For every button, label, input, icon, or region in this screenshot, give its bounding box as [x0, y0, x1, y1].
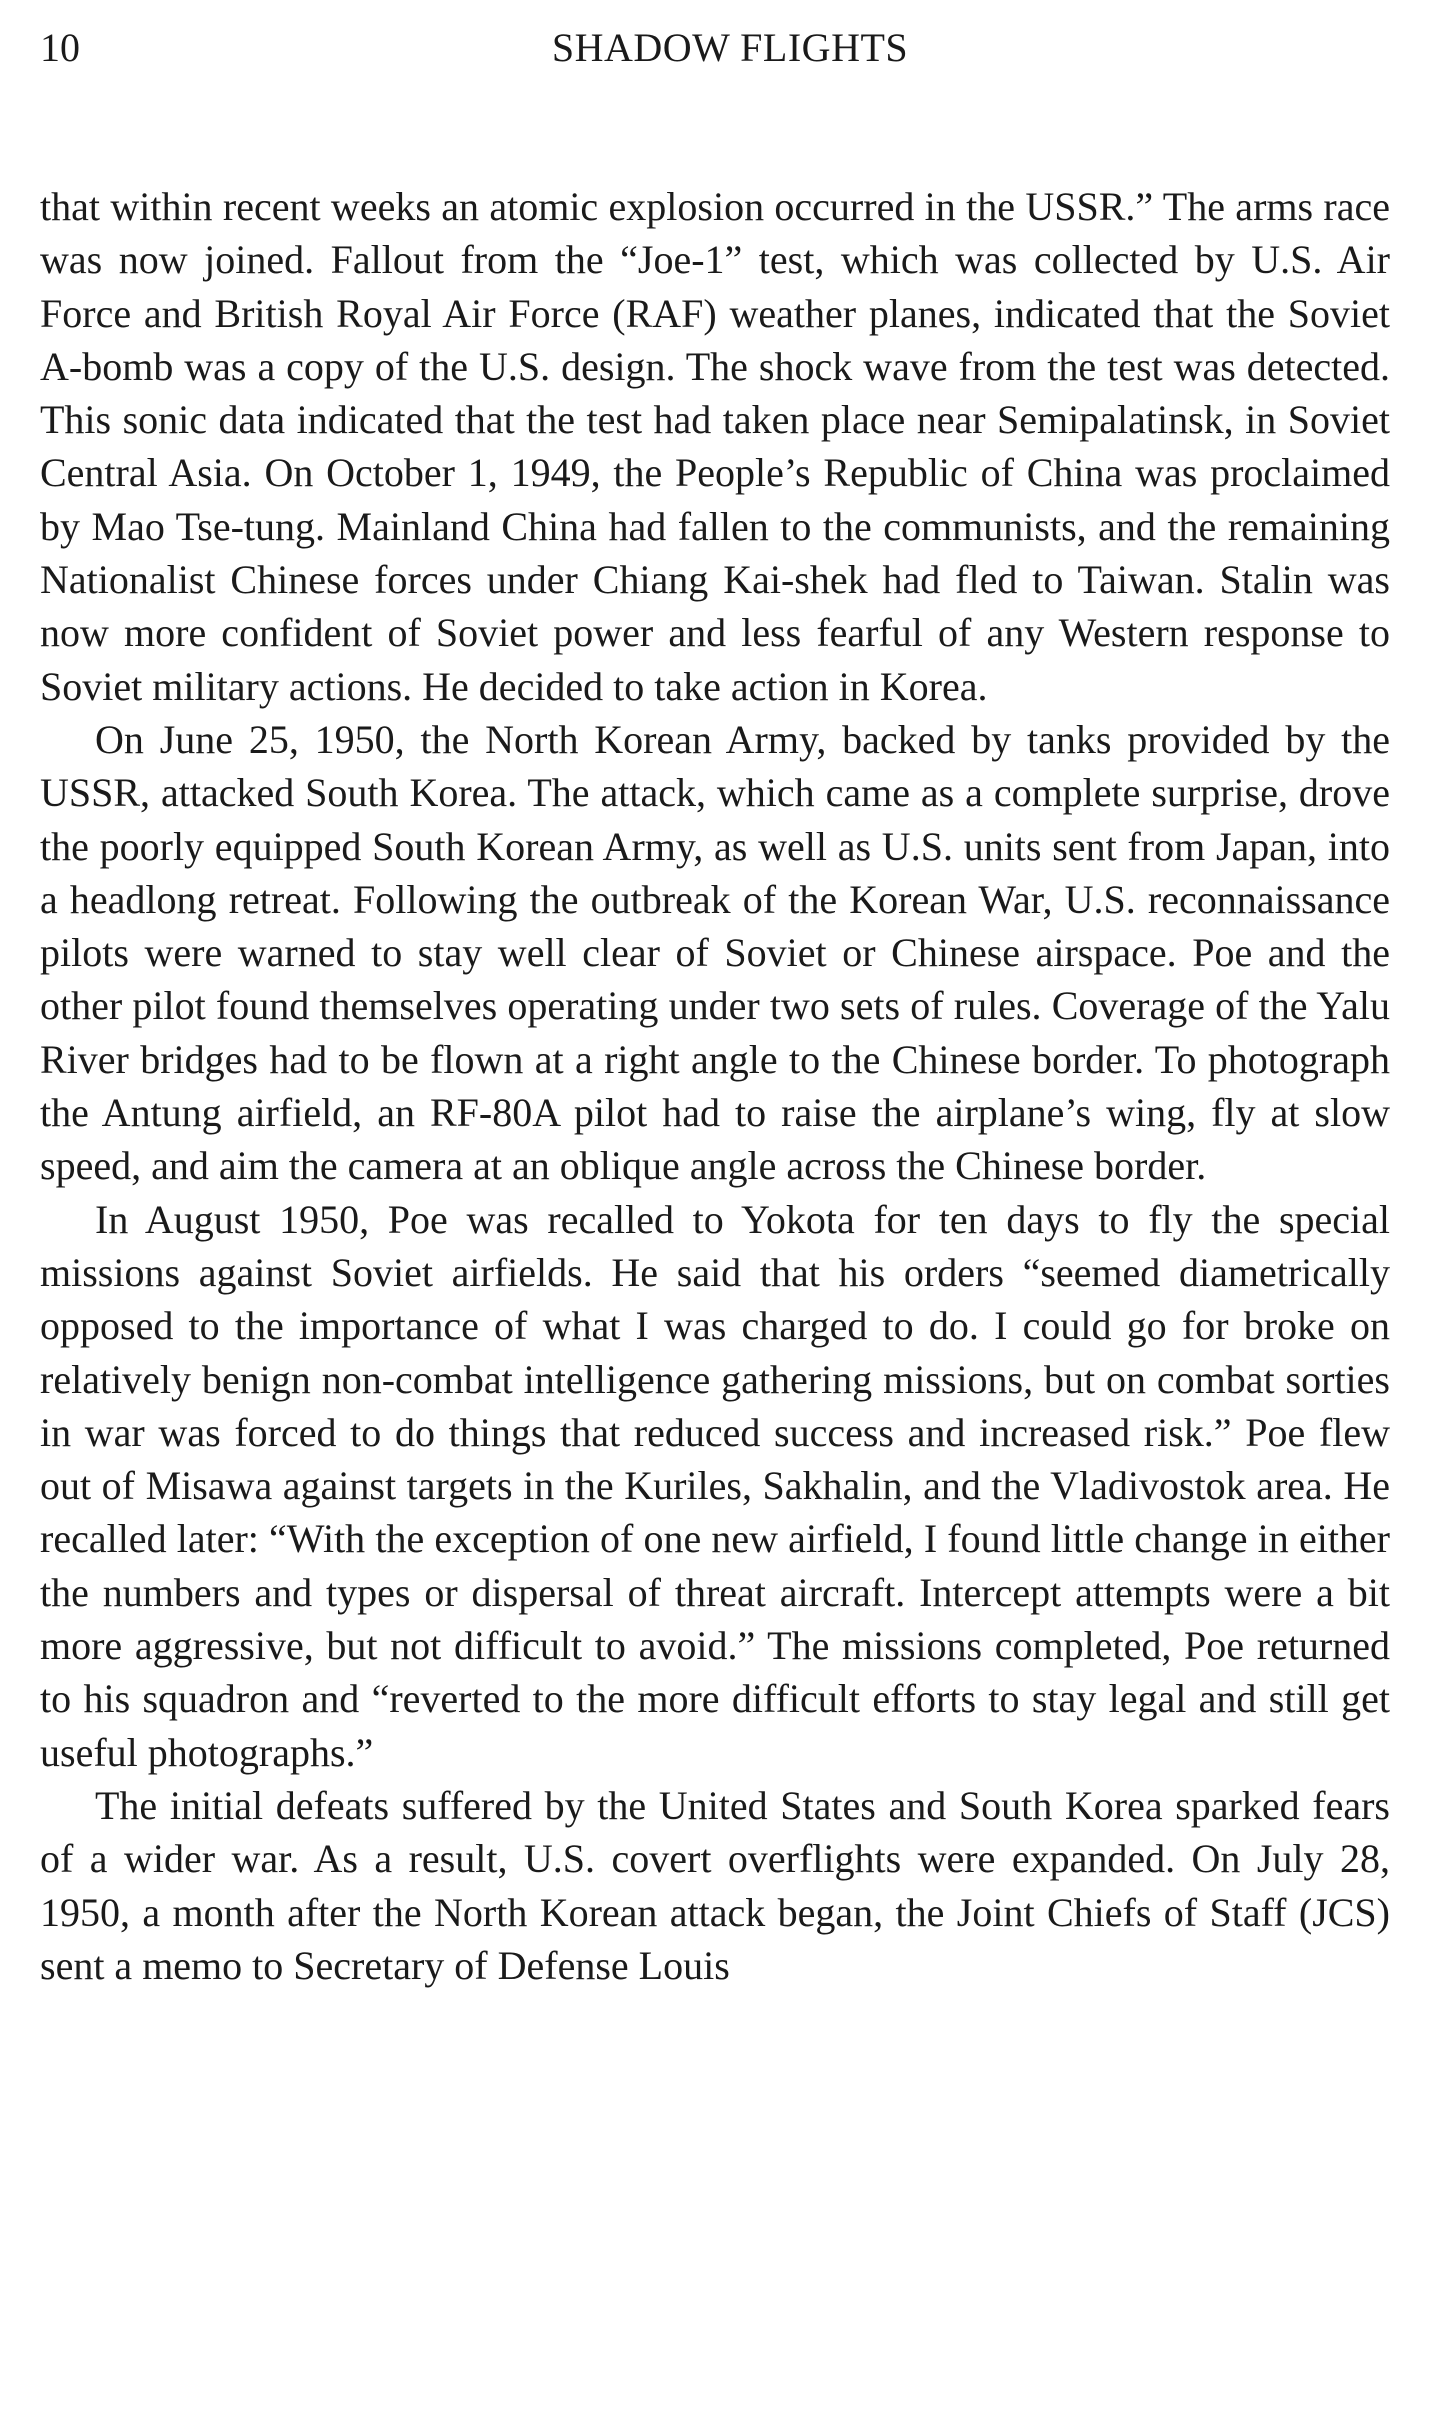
- paragraph-continuation: that within recent weeks an atomic explosion occurred in the USSR.” The arms race was now joined. Fallout from the “Joe-1” test, which was collected by U.S. Air Force and British Royal Air Force (RAF) weather planes, indicated that the Soviet A-bomb was a copy of the U.S. design. The shock wave from the test was detected. This sonic data indicated that the test had taken place near Semipalatinsk, in Soviet Central Asia. On October 1, 1949, the People’s Republic of China was proclaimed by Mao Tse-tung. Mainland China had fallen to the communists, and the remaining Nationalist Chinese forces under Chiang Kai-shek had fled to Taiwan. Stalin was now more confident of Soviet power and less fearful of any Western response to Soviet military actions. He decided to take action in Korea.: [40, 184, 1390, 709]
- paragraph-yokota-missions: In August 1950, Poe was recalled to Yokota for ten days to fly the special missions against Soviet airfields. He said that his orders “seemed diametrically opposed to the importance of what I was charged to do. I could go for broke on relatively benign non-combat intelligence gathering missions, but on combat sorties in war was forced to do things that reduced success and increased risk.” Poe flew out of Misawa against targets in the Kuriles, Sakhalin, and the Vladivostok area. He recalled later: “With the exception of one new airfield, I found little change in either the numbers and types or dispersal of threat aircraft. Intercept attempts were a bit more aggressive, but not difficult to avoid.” The missions completed, Poe returned to his squadron and “reverted to the more difficult efforts to stay legal and still get useful photographs.”: [40, 1196, 1390, 1775]
- page-number: 10: [40, 25, 80, 70]
- body-text: [40, 180, 1390, 1992]
- paragraph-korean-war: On June 25, 1950, the North Korean Army, backed by tanks provided by the USSR, attacked South Korea. The attack, which came as a complete surprise, drove the poorly equipped South Korean Army, as well as U.S. units sent from Japan, into a headlong retreat. Following the outbreak of the Korean War, U.S. reconnaissance pilots were warned to stay well clear of Soviet or Chinese airspace. Poe and the other pilot found themselves operating under two sets of rules. Coverage of the Yalu River bridges had to be flown at a right angle to the Chinese border. To photograph the Antung airfield, an RF-80A pilot had to raise the airplane’s wing, fly at slow speed, and aim the camera at an oblique angle across the Chinese border.: [40, 716, 1390, 1189]
- running-head: [40, 18, 1420, 78]
- running-title: SHADOW FLIGHTS: [551, 25, 909, 70]
- paragraph-covert-overflights: The initial defeats suffered by the United States and South Korea sparked fears of a wider war. As a result, U.S. covert overflights were expanded. On July 28, 1950, a month after the North Korean attack began, the Joint Chiefs of Staff (JCS) sent a memo to Secretary of Defense Louis: [40, 1782, 1390, 1988]
